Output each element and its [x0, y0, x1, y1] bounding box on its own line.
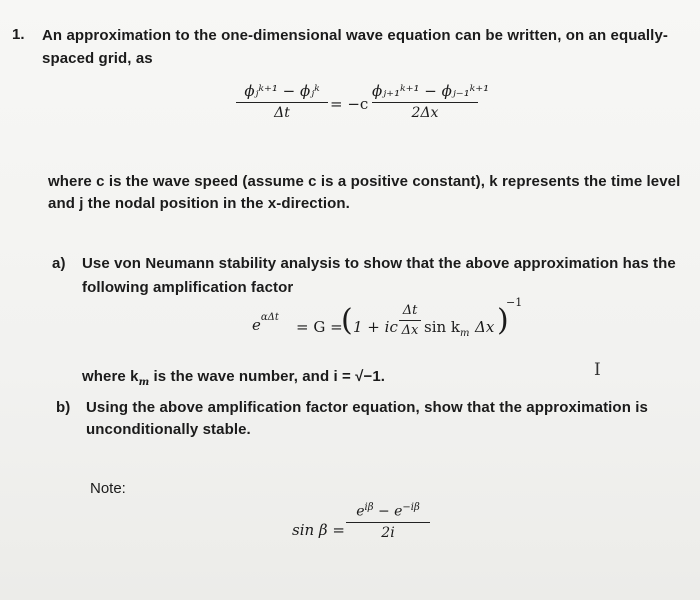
- note-num-e1: e: [356, 503, 365, 520]
- where-line-1: where c is the wave speed (assume c is a positive constant), k represents the time level: [48, 173, 681, 190]
- text-cursor-icon: I: [594, 360, 601, 380]
- wave-line-rest: is the wave number, and i = √−1.: [149, 368, 386, 385]
- part-a-line-1: Use von Neumann stability analysis to show that the above approximation has the: [82, 255, 676, 272]
- part-a-label: a): [52, 255, 66, 272]
- amp-eq-exponent: αΔt: [260, 312, 279, 323]
- amp-eq-sin-text: sin k: [424, 318, 461, 336]
- eq1-lhs-denominator: Δt: [274, 105, 290, 121]
- eq1-rhs-fraction: [372, 82, 490, 121]
- intro-line-2: spaced grid, as: [42, 50, 153, 67]
- eq1-rhs-denominator: 2Δx: [411, 105, 439, 121]
- eq1-rhs-numerator: ϕⱼ₊₁ᵏ⁺¹ − ϕⱼ₋₁ᵏ⁺¹: [372, 82, 490, 100]
- note-fraction: [346, 502, 430, 541]
- part-a-line-2: following amplification factor: [82, 279, 294, 296]
- amp-eq-sin: [424, 318, 470, 339]
- eq1-equals-minus-c: = −c: [330, 95, 369, 113]
- part-b-line-1: Using the above amplification factor equation, show that the approximation is: [86, 399, 648, 416]
- wave-line-start: where k: [82, 368, 139, 385]
- note-num-sup1: iβ: [364, 502, 374, 513]
- amp-eq-frac-bar: [399, 320, 421, 321]
- amp-eq-equals-g: = G =: [296, 318, 343, 336]
- amp-eq-one-plus-ic: 1 + ic: [353, 318, 398, 336]
- amp-eq-lhs: [252, 312, 279, 334]
- eq1-lhs-fraction: [236, 82, 328, 121]
- note-numerator: [346, 502, 430, 520]
- question-number: 1.: [12, 26, 25, 43]
- part-b-label: b): [56, 399, 71, 416]
- wave-number-line: [82, 366, 385, 393]
- intro-line-1: An approximation to the one-dimensional wave equation can be written, on an equally-: [42, 27, 668, 44]
- note-sin-beta-lhs: sin β =: [292, 521, 345, 539]
- note-fraction-bar: [346, 522, 430, 523]
- amp-eq-paren-close: ): [497, 303, 509, 338]
- amp-eq-sin-sub: m: [460, 328, 470, 339]
- part-b-line-2: unconditionally stable.: [86, 421, 251, 438]
- amp-eq-e: e: [252, 316, 261, 334]
- amp-eq-frac-den: Δx: [401, 323, 419, 338]
- wave-line-sub: m: [138, 377, 150, 388]
- note-label: Note:: [90, 480, 126, 497]
- amp-eq-fraction: [399, 303, 421, 338]
- note-denominator: 2i: [381, 524, 395, 541]
- amp-eq-frac-num: Δt: [402, 303, 418, 318]
- amp-eq-dx: Δx: [475, 318, 495, 336]
- amp-eq-exponent-minus-one: −1: [506, 296, 523, 309]
- where-line-2: and j the nodal position in the x-direction.: [48, 195, 350, 212]
- note-num-sup2: −iβ: [402, 502, 420, 513]
- note-num-minus: − e: [373, 503, 403, 520]
- eq1-lhs-fraction-bar: [236, 102, 328, 103]
- amp-eq-paren-open: (: [341, 303, 353, 338]
- eq1-rhs-fraction-bar: [372, 102, 478, 103]
- eq1-lhs-numerator: ϕⱼᵏ⁺¹ − ϕⱼᵏ: [244, 82, 320, 100]
